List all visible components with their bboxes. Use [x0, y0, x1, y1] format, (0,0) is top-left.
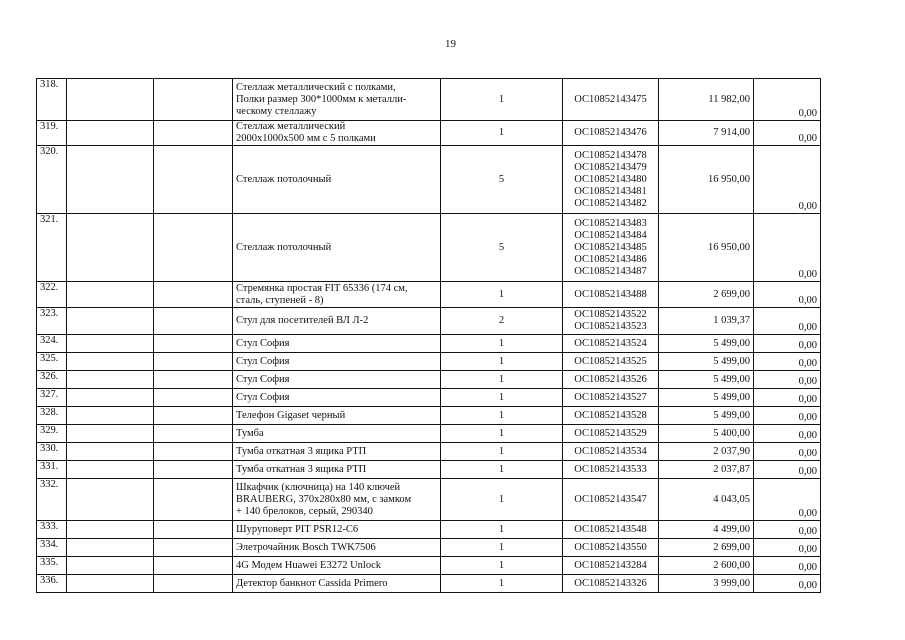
empty-cell [67, 335, 154, 353]
empty-cell [67, 146, 154, 214]
inventory-number: ОС10852143525 [574, 355, 647, 367]
item-name-line: Стул София [236, 373, 290, 385]
row-number: 319. [37, 121, 67, 146]
table-row [37, 214, 821, 282]
empty-cell [67, 79, 154, 121]
inventory-numbers [563, 308, 659, 335]
inventory-numbers [563, 425, 659, 443]
row-number: 325. [37, 353, 67, 371]
table-row [37, 461, 821, 479]
row-number: 321. [37, 214, 67, 282]
row-number: 328. [37, 407, 67, 425]
item-quantity: 2 [441, 308, 563, 335]
row-number: 324. [37, 335, 67, 353]
table-row [37, 282, 821, 308]
empty-cell [67, 353, 154, 371]
item-depreciation: 0,00 [754, 121, 821, 146]
item-name [233, 575, 441, 593]
item-quantity: 5 [441, 214, 563, 282]
empty-cell [154, 121, 233, 146]
item-name [233, 479, 441, 521]
empty-cell [67, 461, 154, 479]
item-name [233, 371, 441, 389]
item-name [233, 79, 441, 121]
item-quantity: 1 [441, 539, 563, 557]
empty-cell [154, 539, 233, 557]
empty-cell [154, 443, 233, 461]
empty-cell [67, 425, 154, 443]
item-name-line: Телефон Gigaset черный [236, 409, 346, 421]
inventory-number: ОС10852143479 [574, 161, 647, 173]
item-depreciation: 0,00 [754, 389, 821, 407]
item-cost: 5 499,00 [659, 353, 754, 371]
inventory-number: ОС10852143524 [574, 337, 647, 349]
row-number: 320. [37, 146, 67, 214]
item-depreciation: 0,00 [754, 79, 821, 121]
item-name [233, 146, 441, 214]
item-depreciation: 0,00 [754, 521, 821, 539]
item-quantity: 1 [441, 389, 563, 407]
item-name-line: Стеллаж металлический с полками, [236, 81, 396, 93]
empty-cell [154, 479, 233, 521]
inventory-number: ОС10852143481 [574, 185, 647, 197]
item-name [233, 407, 441, 425]
empty-cell [154, 282, 233, 308]
table-row [37, 539, 821, 557]
row-number: 331. [37, 461, 67, 479]
item-depreciation: 0,00 [754, 308, 821, 335]
table-row [37, 371, 821, 389]
inventory-number: ОС10852143485 [574, 241, 647, 253]
table-row [37, 308, 821, 335]
item-quantity: 1 [441, 371, 563, 389]
inventory-numbers [563, 557, 659, 575]
empty-cell [67, 479, 154, 521]
inventory-number: ОС10852143487 [574, 265, 647, 277]
item-name-line: BRAUBERG, 370х280х80 мм, с замком [236, 493, 412, 505]
item-name-line: Стул для посетителей ВЛ Л-2 [236, 315, 369, 326]
item-name [233, 557, 441, 575]
empty-cell [67, 121, 154, 146]
inventory-numbers [563, 479, 659, 521]
item-cost: 1 039,37 [659, 308, 754, 335]
table-row [37, 521, 821, 539]
table-row [37, 335, 821, 353]
item-name-line: Шуруповерт PIT PSR12-C6 [236, 523, 359, 535]
item-name-line: Стеллаж потолочный [236, 241, 332, 253]
table-row [37, 443, 821, 461]
item-depreciation: 0,00 [754, 407, 821, 425]
inventory-number: ОС10852143534 [574, 445, 647, 457]
row-number: 336. [37, 575, 67, 593]
inventory-numbers [563, 461, 659, 479]
item-depreciation: 0,00 [754, 214, 821, 282]
item-cost: 3 999,00 [659, 575, 754, 593]
row-number: 332. [37, 479, 67, 521]
inventory-numbers [563, 214, 659, 282]
table-row [37, 557, 821, 575]
inventory-numbers [563, 353, 659, 371]
inventory-number: ОС10852143478 [574, 149, 647, 161]
item-depreciation: 0,00 [754, 425, 821, 443]
empty-cell [154, 371, 233, 389]
inventory-numbers [563, 371, 659, 389]
row-number: 318. [37, 79, 67, 121]
empty-cell [154, 146, 233, 214]
inventory-number: ОС10852143522 [574, 309, 647, 320]
inventory-number: ОС10852143484 [574, 229, 647, 241]
item-quantity: 1 [441, 335, 563, 353]
table-row [37, 407, 821, 425]
inventory-table [36, 78, 821, 593]
table-row [37, 389, 821, 407]
item-quantity: 1 [441, 443, 563, 461]
row-number: 335. [37, 557, 67, 575]
item-name-line: + 140 брелоков, серый, 290340 [236, 505, 373, 517]
item-name-line: Стремянка простая FIT 65336 (174 см, [236, 282, 408, 294]
item-cost: 2 037,90 [659, 443, 754, 461]
item-name-line: Стул София [236, 337, 290, 349]
inventory-number: ОС10852143527 [574, 391, 647, 403]
empty-cell [154, 389, 233, 407]
item-quantity: 1 [441, 575, 563, 593]
empty-cell [154, 335, 233, 353]
item-name [233, 521, 441, 539]
item-quantity: 1 [441, 121, 563, 146]
empty-cell [67, 443, 154, 461]
item-name-line: 2000х1000х500 мм с 5 полками [236, 133, 376, 144]
item-quantity: 1 [441, 79, 563, 121]
row-number: 334. [37, 539, 67, 557]
item-name-line: Полки размер 300*1000мм к металли- [236, 93, 407, 105]
table-row [37, 575, 821, 593]
empty-cell [154, 521, 233, 539]
item-quantity: 1 [441, 479, 563, 521]
item-name [233, 282, 441, 308]
item-depreciation: 0,00 [754, 575, 821, 593]
empty-cell [154, 425, 233, 443]
item-name-line: Стул София [236, 355, 290, 367]
empty-cell [67, 539, 154, 557]
inventory-number: ОС10852143483 [574, 217, 647, 229]
item-cost: 16 950,00 [659, 214, 754, 282]
item-name-line: Тумба откатная 3 ящика РТП [236, 445, 367, 457]
inventory-numbers [563, 575, 659, 593]
item-depreciation: 0,00 [754, 479, 821, 521]
inventory-number: ОС10852143526 [574, 373, 647, 385]
item-quantity: 1 [441, 521, 563, 539]
inventory-number: ОС10852143476 [574, 127, 647, 138]
item-cost: 5 499,00 [659, 407, 754, 425]
row-number: 330. [37, 443, 67, 461]
item-quantity: 1 [441, 407, 563, 425]
inventory-numbers [563, 121, 659, 146]
empty-cell [67, 575, 154, 593]
item-cost: 5 400,00 [659, 425, 754, 443]
empty-cell [154, 353, 233, 371]
item-cost: 2 699,00 [659, 539, 754, 557]
inventory-number: ОС10852143547 [574, 493, 647, 505]
item-depreciation: 0,00 [754, 146, 821, 214]
item-depreciation: 0,00 [754, 335, 821, 353]
item-name [233, 353, 441, 371]
item-cost: 5 499,00 [659, 389, 754, 407]
inventory-number: ОС10852143533 [574, 463, 647, 475]
empty-cell [67, 557, 154, 575]
page-number: 19 [445, 38, 456, 50]
item-quantity: 1 [441, 557, 563, 575]
item-name-line: Тумба откатная 3 ящика РТП [236, 463, 367, 475]
inventory-number: ОС10852143548 [574, 523, 647, 535]
item-cost: 7 914,00 [659, 121, 754, 146]
inventory-number: ОС10852143523 [574, 321, 647, 332]
empty-cell [154, 308, 233, 335]
item-name-line: Стул София [236, 391, 290, 403]
empty-cell [67, 521, 154, 539]
empty-cell [154, 407, 233, 425]
item-name-line: Стеллаж металлический [236, 121, 346, 132]
row-number: 327. [37, 389, 67, 407]
inventory-table-body [37, 79, 821, 593]
item-name-line: сталь, ступеней - 8) [236, 294, 324, 306]
row-number: 329. [37, 425, 67, 443]
item-cost: 11 982,00 [659, 79, 754, 121]
empty-cell [154, 557, 233, 575]
item-quantity: 1 [441, 425, 563, 443]
inventory-number: ОС10852143326 [574, 577, 647, 589]
inventory-numbers [563, 282, 659, 308]
empty-cell [67, 214, 154, 282]
item-quantity: 1 [441, 353, 563, 371]
table-row [37, 146, 821, 214]
item-name-line: Элетрочайник Bosch TWK7506 [236, 541, 376, 553]
inventory-numbers [563, 443, 659, 461]
row-number: 326. [37, 371, 67, 389]
row-number: 323. [37, 308, 67, 335]
inventory-number: ОС10852143475 [574, 93, 647, 105]
inventory-numbers [563, 79, 659, 121]
row-number: 333. [37, 521, 67, 539]
table-row [37, 425, 821, 443]
item-cost: 4 499,00 [659, 521, 754, 539]
inventory-number: ОС10852143488 [574, 288, 647, 300]
item-quantity: 1 [441, 461, 563, 479]
item-depreciation: 0,00 [754, 282, 821, 308]
item-name-line: 4G Модем Huawei E3272 Unlock [236, 559, 381, 571]
inventory-numbers [563, 521, 659, 539]
item-name [233, 425, 441, 443]
empty-cell [67, 389, 154, 407]
row-number: 322. [37, 282, 67, 308]
table-row [37, 121, 821, 146]
inventory-numbers [563, 407, 659, 425]
empty-cell [154, 575, 233, 593]
empty-cell [67, 308, 154, 335]
item-name [233, 121, 441, 146]
item-cost: 4 043,05 [659, 479, 754, 521]
item-depreciation: 0,00 [754, 539, 821, 557]
item-name-line: ческому стеллажу [236, 105, 317, 117]
empty-cell [154, 214, 233, 282]
item-quantity: 5 [441, 146, 563, 214]
item-name-line: Шкафчик (ключница) на 140 ключей [236, 481, 401, 493]
item-name [233, 389, 441, 407]
inventory-number: ОС10852143486 [574, 253, 647, 265]
item-cost: 16 950,00 [659, 146, 754, 214]
item-name-line: Тумба [236, 427, 264, 439]
inventory-number: ОС10852143480 [574, 173, 647, 185]
empty-cell [67, 407, 154, 425]
item-name [233, 308, 441, 335]
item-name-line: Стеллаж потолочный [236, 173, 332, 185]
inventory-number: ОС10852143482 [574, 197, 647, 209]
inventory-numbers [563, 389, 659, 407]
item-name [233, 443, 441, 461]
inventory-number: ОС10852143550 [574, 541, 647, 553]
item-name-line: Детектор банкнот Cassida Primero [236, 577, 388, 589]
item-depreciation: 0,00 [754, 557, 821, 575]
table-row [37, 79, 821, 121]
item-depreciation: 0,00 [754, 461, 821, 479]
item-name [233, 214, 441, 282]
empty-cell [67, 282, 154, 308]
item-depreciation: 0,00 [754, 371, 821, 389]
item-quantity: 1 [441, 282, 563, 308]
item-cost: 2 699,00 [659, 282, 754, 308]
empty-cell [154, 461, 233, 479]
item-cost: 5 499,00 [659, 371, 754, 389]
inventory-number: ОС10852143284 [574, 559, 647, 571]
empty-cell [154, 79, 233, 121]
table-row [37, 479, 821, 521]
empty-cell [67, 371, 154, 389]
inventory-numbers [563, 335, 659, 353]
inventory-numbers [563, 539, 659, 557]
item-name [233, 335, 441, 353]
inventory-numbers [563, 146, 659, 214]
item-name [233, 461, 441, 479]
item-name [233, 539, 441, 557]
item-depreciation: 0,00 [754, 443, 821, 461]
item-depreciation: 0,00 [754, 353, 821, 371]
inventory-number: ОС10852143528 [574, 409, 647, 421]
table-row [37, 353, 821, 371]
item-cost: 5 499,00 [659, 335, 754, 353]
inventory-number: ОС10852143529 [574, 427, 647, 439]
item-cost: 2 600,00 [659, 557, 754, 575]
item-cost: 2 037,87 [659, 461, 754, 479]
